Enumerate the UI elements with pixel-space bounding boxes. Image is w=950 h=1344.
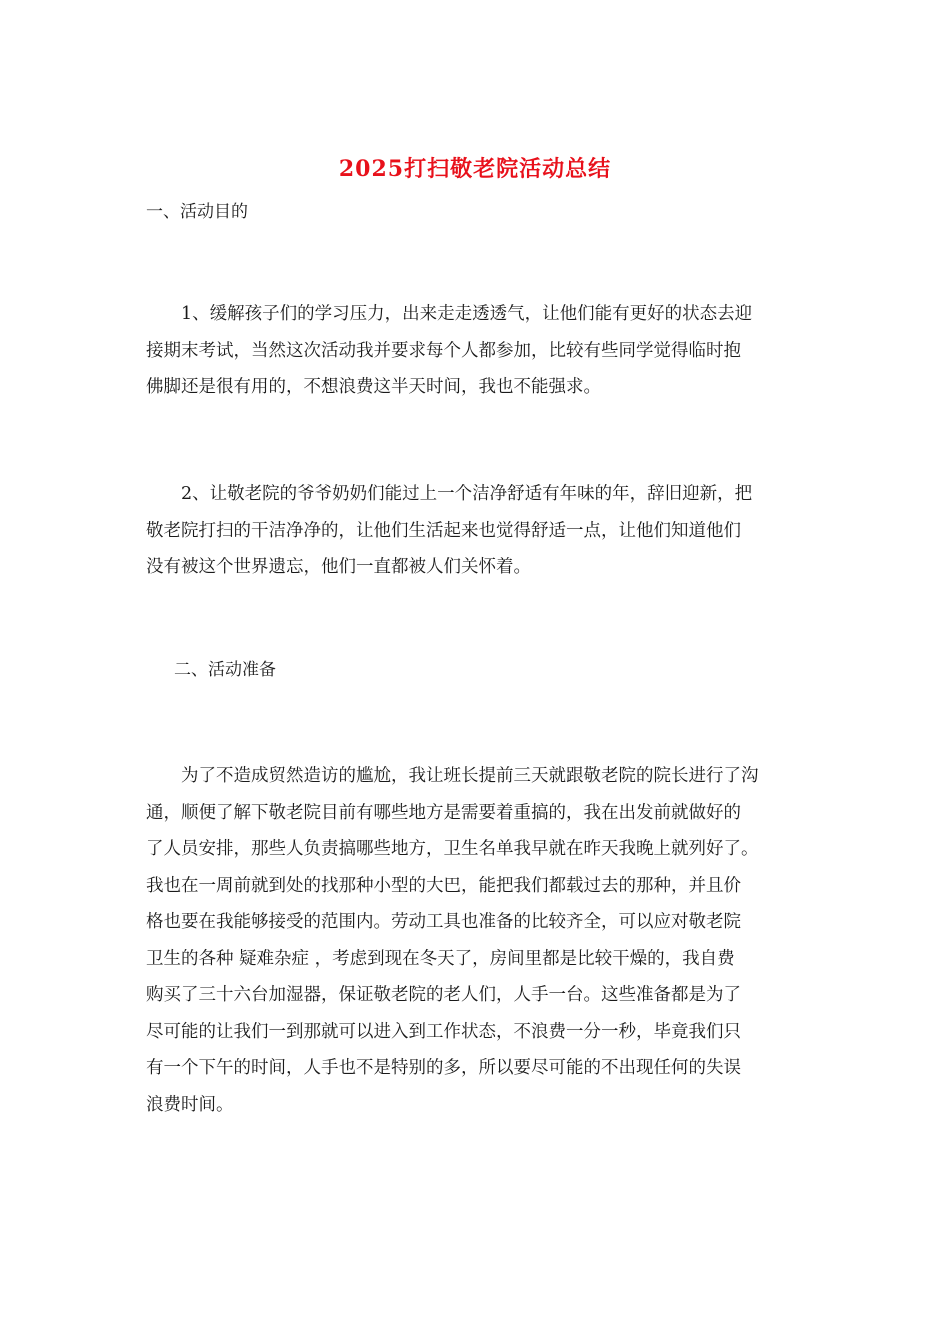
document-title: 2025打扫敬老院活动总结 bbox=[338, 156, 612, 182]
paragraph-purpose-1 bbox=[146, 296, 806, 406]
text-line: 我也在一周前就到处的找那种小型的大巴，能把我们都载过去的那种，并且价 bbox=[146, 875, 741, 896]
text-line: 敬老院打扫的干洁净净的，让他们生活起来也觉得舒适一点，让他们知道他们 bbox=[146, 520, 741, 541]
paragraph-purpose-2 bbox=[146, 476, 806, 586]
text-line: 2、让敬老院的爷爷奶奶们能过上一个洁净舒适有年味的年，辞旧迎新，把 bbox=[146, 484, 753, 504]
text-line: 通，顺便了解下敬老院目前有哪些地方是需要着重搞的，我在出发前就做好的 bbox=[146, 802, 741, 823]
text-line: 佛脚还是很有用的，不想浪费这半天时间，我也不能强求。 bbox=[146, 377, 601, 397]
text-line: 有一个下午的时间，人手也不是特别的多，所以要尽可能的不出现任何的失误 bbox=[146, 1058, 741, 1078]
section-heading-purpose: 一、活动目的 bbox=[146, 202, 248, 222]
text-line: 购买了三十六台加湿器，保证敬老院的老人们，人手一台。这些准备都是为了 bbox=[146, 985, 741, 1005]
text-line: 了人员安排，那些人负责搞哪些地方，卫生名单我早就在昨天我晚上就列好了。 bbox=[146, 839, 759, 859]
text-line: 卫生的各种 疑难杂症 ，考虑到现在冬天了，房间里都是比较干燥的，我自费 bbox=[146, 948, 735, 969]
section-heading-preparation: 二、活动准备 bbox=[174, 660, 276, 680]
text-line: 格也要在我能够接受的范围内。劳动工具也准备的比较齐全，可以应对敬老院 bbox=[146, 912, 741, 932]
text-line: 尽可能的让我们一到那就可以进入到工作状态，不浪费一分一秒，毕竟我们只 bbox=[146, 1021, 741, 1042]
text-line: 为了不造成贸然造访的尴尬，我让班长提前三天就跟敬老院的院长进行了沟 bbox=[146, 766, 759, 786]
text-line: 浪费时间。 bbox=[146, 1094, 234, 1115]
paragraph-preparation bbox=[146, 758, 806, 1123]
text-line: 1、缓解孩子们的学习压力，出来走走透透气，让他们能有更好的状态去迎 bbox=[146, 304, 753, 324]
text-line: 没有被这个世界遗忘，他们一直都被人们关怀着。 bbox=[146, 557, 531, 577]
text-line: 接期末考试，当然这次活动我并要求每个人都参加，比较有些同学觉得临时抱 bbox=[146, 340, 741, 361]
